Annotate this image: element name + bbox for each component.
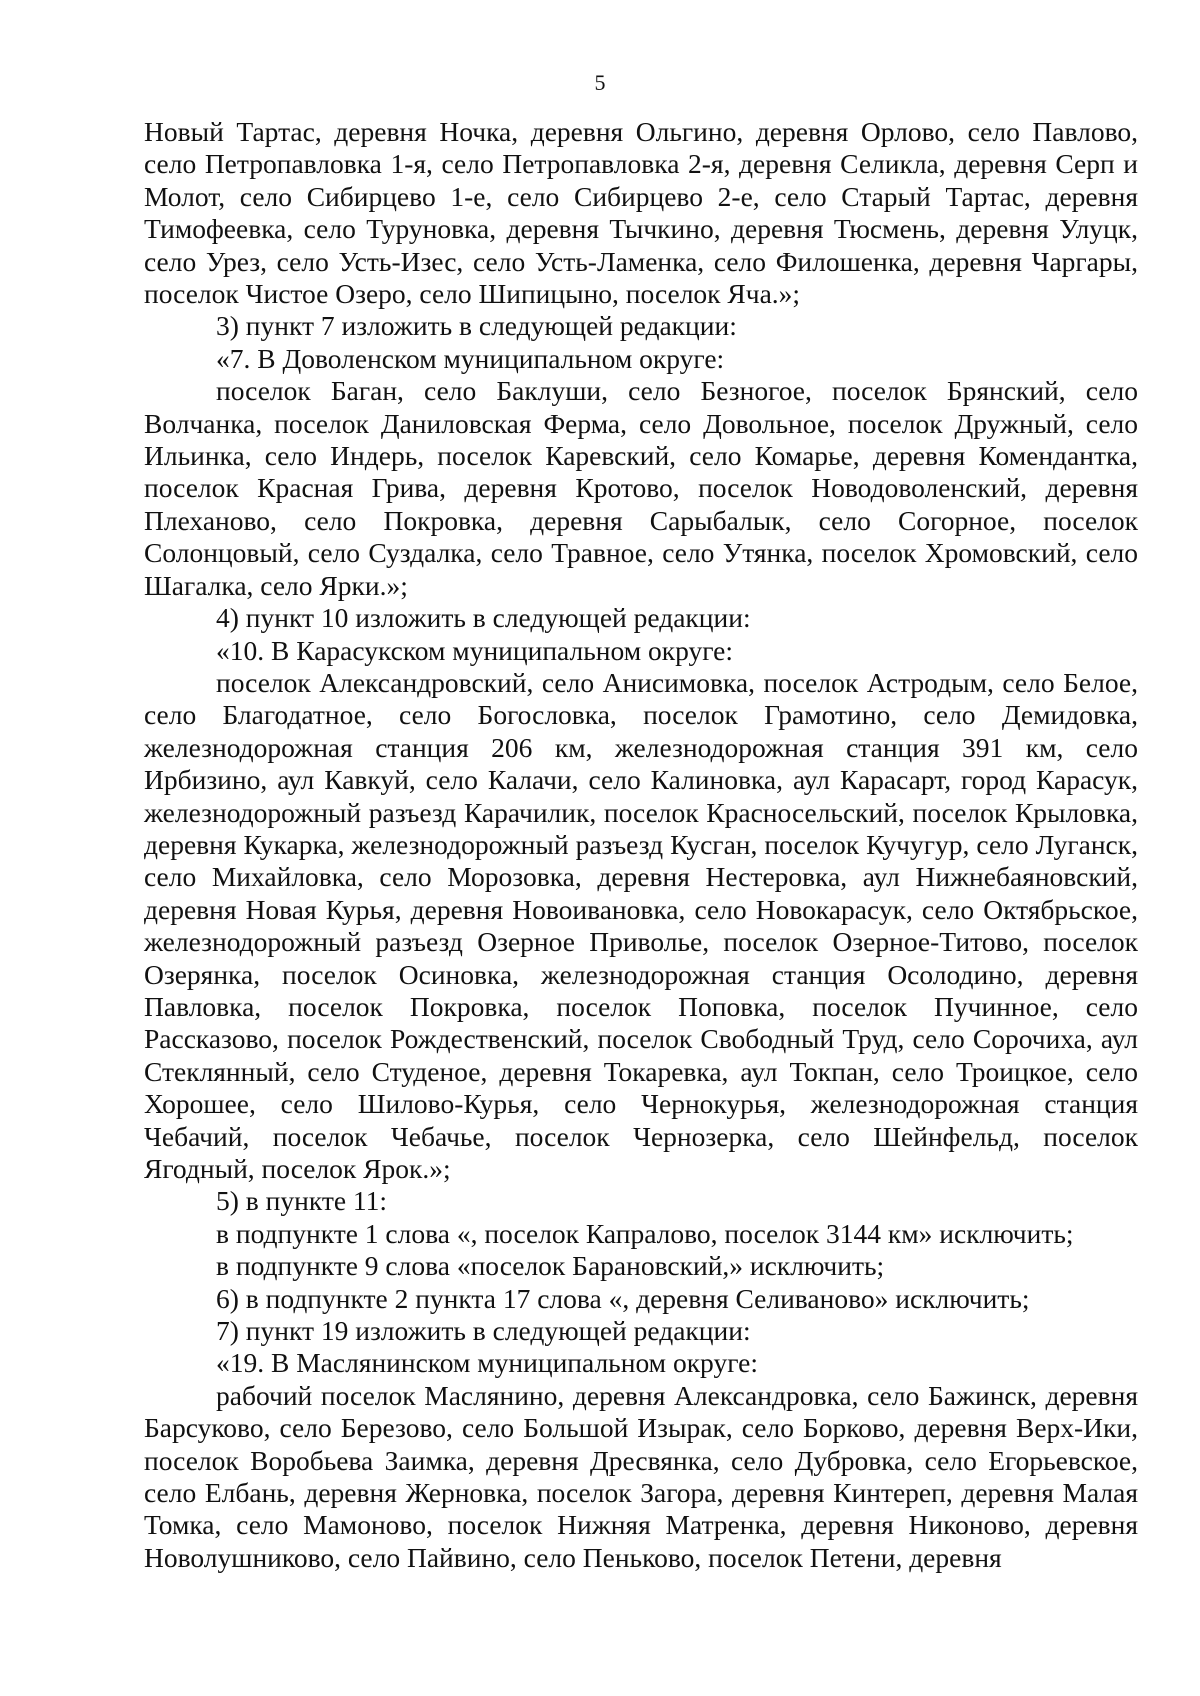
- page-number: 5: [594, 70, 606, 95]
- paragraph-item-7-heading: «7. В Доволенском муниципальном округе:: [216, 342, 725, 374]
- paragraph-karasuk-list: поселок Александровский, село Анисимовка, поселок Астродым, село Белое, село Благодатное, село Богословка, поселок Грамотино, село Демидовка, железнодорожная станция 206 км, железнодорожная станция 391 км, село Ирбизино, аул Кавкуй, село Калачи, село Калиновка, аул Карасарт, город Карасук, железнодорожный разъезд Карачилик, поселок Красносельский, поселок Крыловка, деревня Кукарка, железнодорожный разъезд Кусган, поселок Кучугур, село Луганск, село Михайловка, село Морозовка, деревня Нестеровка, аул Нижнебаяновский, деревня Новая Курья, деревня Новоивановка, село Новокарасук, село Октябрьское, железнодорожный разъезд Озерное Приволье, поселок Озерное-Титово, поселок Озерянка, поселок Осиновка, железнодорожная станция Осолодино, деревня Павловка, поселок Покровка, поселок Поповка, поселок Пучинное, село Рассказово, поселок Рождественский, поселок Свободный Труд, село Сорочиха, аул Стеклянный, село Студеное, деревня Токаревка, аул Токпан, село Троицкое, село Хорошее, село Шилово-Курья, село Чернокурья, железнодорожная станция Чебачий, поселок Чебачье, поселок Чернозерка, село Шейнфельд, поселок Ягодный, поселок Ярок.»;: [144, 666, 1138, 1184]
- paragraph-item-3: 3) пункт 7 изложить в следующей редакции:: [216, 310, 737, 342]
- paragraph-item-5: 5) в пункте 11:: [216, 1185, 388, 1217]
- paragraph-subitem-1: в подпункте 1 слова «, поселок Капралово, поселок 3144 км» исключить;: [216, 1217, 1074, 1249]
- paragraph-maslyanino-list: рабочий поселок Маслянино, деревня Александровка, село Бажинск, деревня Барсуково, село Березово, село Большой Изырак, село Борково, деревня Верх-Ики, поселок Воробьева Заимка, деревня Дресвянка, село Дубровка, село Егорьевское, село Елбань, деревня Жерновка, поселок Загора, деревня Кинтереп, деревня Малая Томка, село Мамоново, поселок Нижняя Матренка, деревня Никоново, деревня Новолушниково, село Пайвино, село Пеньково, поселок Петени, деревня: [144, 1379, 1138, 1573]
- paragraph-item-6: 6) в подпункте 2 пункта 17 слова «, деревня Селиваново» исключить;: [216, 1282, 1030, 1314]
- paragraph-continuation: Новый Тартас, деревня Ночка, деревня Ольгино, деревня Орлово, село Павлово, село Петропавловка 1-я, село Петропавловка 2-я, деревня Селикла, деревня Серп и Молот, село Сибирцево 1-е, село Сибирцево 2-е, село Старый Тартас, деревня Тимофеевка, село Туруновка, деревня Тычкино, деревня Тюсмень, деревня Улуцк, село Урез, село Усть-Изес, село Усть-Ламенка, село Филошенка, деревня Чаргары, поселок Чистое Озеро, село Шипицыно, поселок Яча.»;: [144, 116, 1138, 310]
- paragraph-item-4: 4) пункт 10 изложить в следующей редакции:: [216, 602, 751, 634]
- paragraph-dovolensky-list: поселок Баган, село Баклуши, село Безногое, поселок Брянский, село Волчанка, поселок Даниловская Ферма, село Довольное, поселок Дружный, село Ильинка, село Индерь, поселок Каревский, село Комарье, деревня Комендантка, поселок Красная Грива, деревня Кротово, поселок Новодоволенский, деревня Плеханово, село Покровка, деревня Сарыбалык, село Согорное, поселок Солонцовый, село Суздалка, село Травное, село Утянка, поселок Хромовский, село Шагалка, село Ярки.»;: [144, 375, 1138, 601]
- paragraph-item-10-heading: «10. В Карасукском муниципальном округе:: [216, 634, 733, 666]
- paragraph-subitem-9: в подпункте 9 слова «поселок Барановский,» исключить;: [216, 1250, 885, 1282]
- paragraph-item-7: 7) пункт 19 изложить в следующей редакции:: [216, 1315, 751, 1347]
- document-body: [144, 116, 1138, 1574]
- paragraph-item-19-heading: «19. В Маслянинском муниципальном округе:: [216, 1347, 758, 1379]
